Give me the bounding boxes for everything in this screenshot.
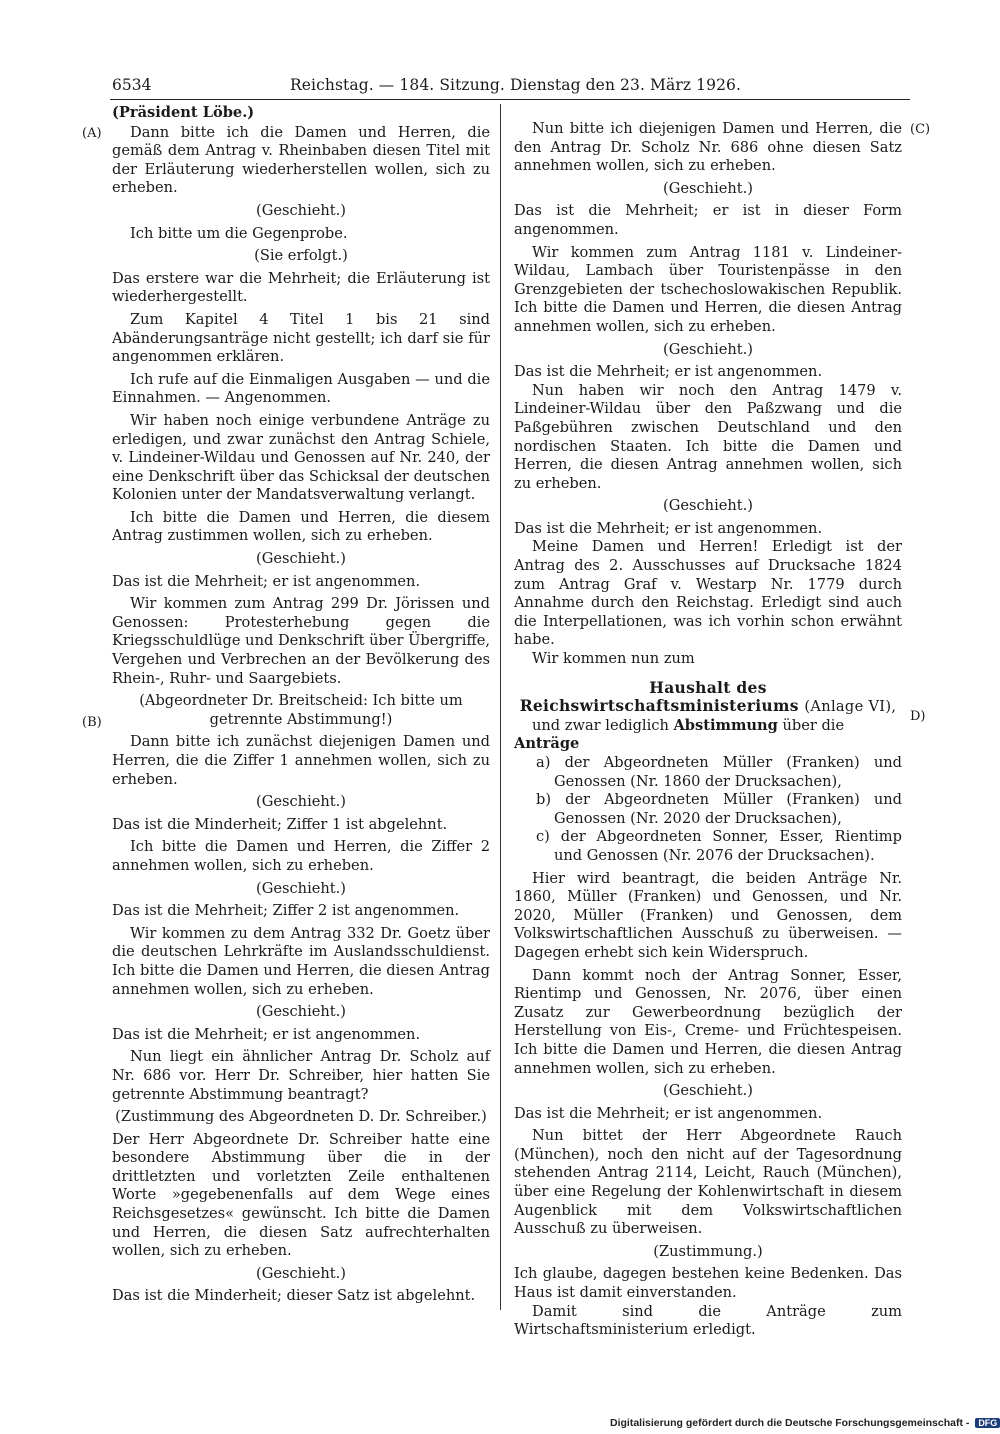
paragraph: Das ist die Mehrheit; er ist angenommen. (112, 1025, 421, 1043)
paragraph: Wir kommen zum Antrag 299 Dr. Jörissen und Genossen: Protesterhebung gegen die Kriegsschuldlüge und Denkschrift über Übergriffe, Vergehen und Verbrechen an der Bevölkerung des Rhein-, Ruhr- und Saargebiets. (112, 595, 491, 687)
list-item-a: a) der Abgeordneten Müller (Franken) und Genossen (Nr. 1860 der Drucksachen), (536, 754, 902, 790)
paragraph: Das ist die Mehrheit; Ziffer 2 ist angenommen. (112, 902, 460, 920)
paragraph: Hier wird beantragt, die beiden Anträge Nr. 1860, Müller (Franken) und Genossen, und Nr. 2020, Müller (Franken) und Genossen, dem Volkswirtschaftlichen Ausschuß zu überweisen. — Dagegen erhebt sich kein Widerspruch. (514, 869, 902, 961)
list-item-b: b) der Abgeordneten Müller (Franken) und Genossen (Nr. 2020 der Drucksachen), (536, 791, 902, 827)
paragraph: Wir haben noch einige verbundene Anträge zu erledigen, und zwar zunächst den Antrag Schiele, v. Lindeiner-Wildau und Genossen auf Nr. 240, der eine Denkschrift über das Schicksal der deutschen Kolonien unter der Mandatsverwaltung verlangt. (112, 411, 490, 504)
subheading-bold: Abstimmung (673, 716, 778, 734)
paragraph: Nun haben wir noch den Antrag 1479 v. Lindeiner-Wildau über den Paßzwang und die Paßgebühren zwischen Deutschland und den nordischen Staaten. Ich bitte die Damen und Herren, die diesen Antrag annehmen wollen, sich zu erheben. (514, 381, 902, 492)
paragraph: Nun bitte ich diejenigen Damen und Herren, die den Antrag Dr. Scholz Nr. 686 ohne diesen Satz annehmen wollen, sich zu erheben. (514, 120, 902, 175)
digitization-credit (610, 1417, 998, 1433)
paragraph: Das ist die Mehrheit; er ist angenommen. (514, 363, 823, 381)
paragraph: Ich bitte um die Gegenprobe. (130, 224, 348, 242)
paragraph: Das ist die Mehrheit; er ist angenommen. (514, 1104, 823, 1122)
stage-note: (Geschieht.) (256, 201, 346, 219)
paragraph: Wir kommen zum Antrag 1181 v. Lindeiner-Wildau, Lambach über Touristenpässe in den Grenzgebieten der tschechoslowakischen Republik. Ich bitte die Damen und Herren, die diesen Antrag annehmen wollen, sich zu erheben. (514, 243, 902, 335)
header-rule (110, 99, 910, 100)
paragraph: Das ist die Mehrheit; er ist in dieser Form angenommen. (514, 202, 902, 238)
dfg-logo: DFG (975, 1418, 1000, 1428)
running-header (112, 76, 742, 98)
stage-note: (Geschieht.) (256, 879, 346, 897)
paragraph: Nun bittet der Herr Abgeordnete Rauch (München), noch den nicht auf der Tagesordnung stehenden Antrag 2114, Leicht, Rauch (München), über eine Regelung der Kohlenwirtschaft in diesem Augenblick mit dem Volkswirtschaftlichen Ausschuß zu überweisen. (514, 1127, 902, 1238)
paragraph: Ich bitte die Damen und Herren, die diesem Antrag zustimmen wollen, sich zu erheben. (112, 508, 490, 545)
page-number: 6534 (112, 76, 152, 94)
stage-note: (Geschieht.) (256, 1003, 346, 1021)
right-column (514, 120, 902, 1340)
margin-marker-c: (C) (910, 122, 931, 137)
subheading-bold: Anträge (514, 735, 580, 753)
speaker-label: (Präsident Löbe.) (112, 104, 255, 121)
list-item-c: c) der Abgeordneten Sonner, Esser, Rientimp und Genossen (Nr. 2076 der Drucksachen). (536, 828, 902, 864)
stage-note: (Geschieht.) (256, 793, 346, 811)
column-divider (500, 104, 501, 1310)
stage-note: (Geschieht.) (256, 550, 346, 568)
paragraph: Das ist die Minderheit; Ziffer 1 ist abgelehnt. (112, 815, 448, 833)
running-title: Reichstag. — 184. Sitzung. Dienstag den 23. März 1926. (290, 76, 742, 94)
stage-note: (Zustimmung des Abgeordneten D. Dr. Schreiber.) (115, 1108, 487, 1126)
paragraph: Dann bitte ich die Damen und Herren, die gemäß dem Antrag v. Rheinbaben diesen Titel mit der Erläuterung wiederherstellen wollen, sich zu erheben. (112, 123, 490, 197)
margin-marker-b: (B) (82, 715, 102, 730)
stage-note: (Sie erfolgt.) (254, 247, 348, 265)
paragraph: Zum Kapitel 4 Titel 1 bis 21 sind Abänderungsanträge nicht gestellt; ich darf sie für angenommen erklären. (112, 310, 490, 366)
paragraph: Nun liegt ein ähnlicher Antrag Dr. Scholz auf Nr. 686 vor. Herr Dr. Schreiber, hier hatten Sie getrennte Abstimmung beantragt? (112, 1048, 490, 1103)
paragraph: Das ist die Minderheit; dieser Satz ist abgelehnt. (112, 1287, 476, 1305)
paragraph: Wir kommen zu dem Antrag 332 Dr. Goetz über die deutschen Lehrkräfte im Auslandsschuldienst. Ich bitte die Damen und Herren, die diesen Antrag annehmen wollen, sich zu erheben. (112, 924, 490, 998)
stage-note: (Geschieht.) (663, 497, 753, 515)
margin-marker-a: (A) (82, 126, 102, 141)
stage-note: (Geschieht.) (663, 179, 753, 197)
credit-text: Digitalisierung gefördert durch die Deutsche Forschungsgemeinschaft - (610, 1417, 970, 1429)
paragraph: Dann bitte ich zunächst diejenigen Damen und Herren, die die Ziffer 1 annehmen wollen, sich zu erheben. (112, 733, 490, 788)
section-heading-annex: (Anlage VI), (804, 698, 897, 716)
paragraph: Damit sind die Anträge zum Wirtschaftsministerium erledigt. (514, 1302, 902, 1339)
paragraph: Das erstere war die Mehrheit; die Erläuterung ist wiederhergestellt. (112, 269, 490, 306)
paragraph: Ich bitte die Damen und Herren, die Ziffer 2 annehmen wollen, sich zu erheben. (112, 838, 490, 874)
paragraph: Dann kommt noch der Antrag Sonner, Esser, Rientimp und Genossen, Nr. 2076, über einen Zusatz zur Gewerbeordnung bezüglich der Herstellung von Eis-, Creme- und Früchtespeisen. Ich bitte die Damen und Herren, die diesen Antrag annehmen wollen, sich zu erheben. (514, 966, 902, 1077)
subheading-text: über die (782, 716, 845, 734)
left-column (112, 104, 490, 1306)
stage-note: (Abgeordneter Dr. Breitscheid: Ich bitte um getrennte Abstimmung!) (139, 692, 463, 728)
margin-marker-d: D) (910, 709, 926, 724)
paragraph: Wir kommen nun zum (532, 650, 695, 668)
section-subheading (514, 717, 902, 754)
subheading-text: und zwar lediglich (532, 716, 669, 734)
section-heading-title: Haushalt des Reichswirtschaftsministeriums (519, 677, 799, 716)
stage-note: (Geschieht.) (256, 1264, 346, 1282)
paragraph: Meine Damen und Herren! Erledigt ist der Antrag des 2. Ausschusses auf Drucksache 1824 zum Antrag Graf v. Westarp Nr. 1779 durch Annahme durch den Reichstag. Erledigt sind auch die Interpellationen, was ich vorhin schon erwähnt habe. (514, 538, 902, 649)
paragraph: Ich rufe auf die Einmaligen Ausgaben — und die Einnahmen. — Angenommen. (112, 370, 490, 407)
paragraph: Das ist die Mehrheit; er ist angenommen. (112, 572, 421, 590)
section-heading (514, 679, 902, 717)
stage-note: (Zustimmung.) (653, 1242, 763, 1260)
stage-note: (Geschieht.) (663, 340, 753, 358)
stage-note: (Geschieht.) (663, 1082, 753, 1100)
paragraph: Das ist die Mehrheit; er ist angenommen. (514, 519, 823, 537)
paragraph: Ich glaube, dagegen bestehen keine Bedenken. Das Haus ist damit einverstanden. (514, 1265, 902, 1302)
paragraph: Der Herr Abgeordnete Dr. Schreiber hatte eine besondere Abstimmung über die in der drittletzten und vorletzten Zeile enthaltenen Worte »gegebenenfalls auf dem Wege eines Reichsgesetzes« gewünscht. Ich bitte die Damen und Herren, die diesen Satz aufrechterhalten wollen, sich zu erheben. (112, 1130, 490, 1260)
